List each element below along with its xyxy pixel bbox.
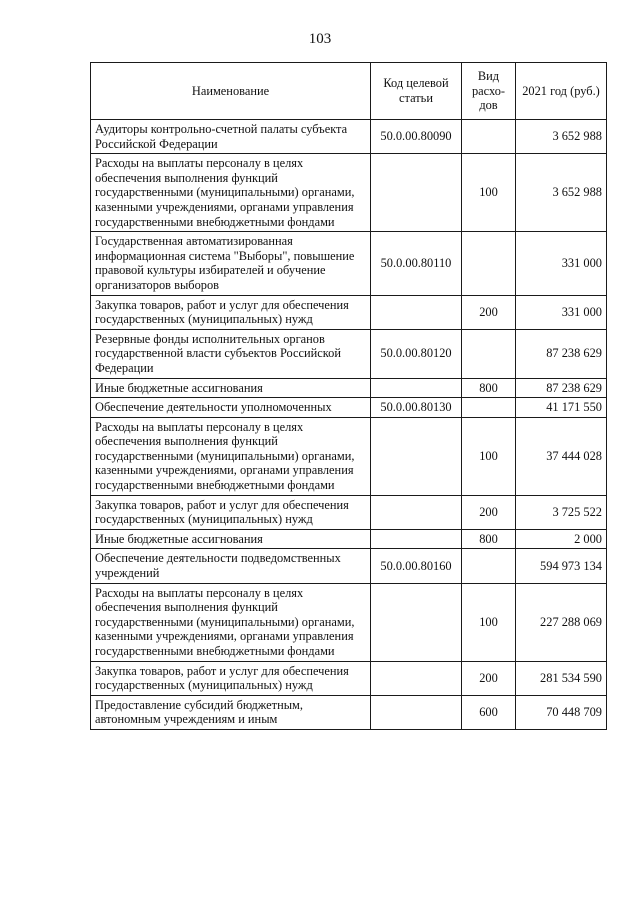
- row-name: Закупка товаров, работ и услуг для обеспечения государственных (муниципальных) нужд: [91, 495, 371, 529]
- table-row: [91, 232, 607, 295]
- row-code: [371, 661, 462, 695]
- row-name: Расходы на выплаты персоналу в целях обеспечения выполнения функций государственными (муниципальными) органами, казенными учреждениями, органами управления государственными внебюджетными фондами: [91, 154, 371, 232]
- row-amount: 70 448 709: [516, 695, 607, 729]
- row-kind: 800: [462, 529, 516, 549]
- table-row: [91, 378, 607, 398]
- row-kind: 600: [462, 695, 516, 729]
- row-amount: 331 000: [516, 295, 607, 329]
- row-name: Обеспечение деятельности уполномоченных: [91, 398, 371, 418]
- row-amount: 87 238 629: [516, 378, 607, 398]
- table-row: [91, 398, 607, 418]
- row-code: [371, 583, 462, 661]
- page-number: 103: [308, 31, 332, 47]
- table-row: [91, 529, 607, 549]
- row-kind: 200: [462, 295, 516, 329]
- table-row: [91, 154, 607, 232]
- row-code: 50.0.00.80120: [371, 329, 462, 378]
- row-code: 50.0.00.80160: [371, 549, 462, 583]
- table-row: [91, 549, 607, 583]
- row-amount: 594 973 134: [516, 549, 607, 583]
- row-code: 50.0.00.80110: [371, 232, 462, 295]
- row-kind: [462, 549, 516, 583]
- row-amount: 87 238 629: [516, 329, 607, 378]
- table-row: [91, 583, 607, 661]
- row-code: [371, 529, 462, 549]
- header-amount: 2021 год (руб.): [516, 63, 607, 120]
- row-kind: [462, 329, 516, 378]
- table-body: [91, 120, 607, 730]
- row-amount: 227 288 069: [516, 583, 607, 661]
- row-kind: 200: [462, 661, 516, 695]
- table-row: [91, 495, 607, 529]
- row-name: Закупка товаров, работ и услуг для обеспечения государственных (муниципальных) нужд: [91, 661, 371, 695]
- budget-table: [90, 62, 607, 730]
- row-name: Государственная автоматизированная информационная система "Выборы", повышение правовой культуры избирателей и обучение организаторов выборов: [91, 232, 371, 295]
- row-amount: 37 444 028: [516, 417, 607, 495]
- row-name: Закупка товаров, работ и услуг для обеспечения государственных (муниципальных) нужд: [91, 295, 371, 329]
- row-kind: [462, 120, 516, 154]
- row-kind: [462, 232, 516, 295]
- row-amount: 281 534 590: [516, 661, 607, 695]
- row-amount: 2 000: [516, 529, 607, 549]
- table-header: [91, 63, 607, 120]
- table-row: [91, 120, 607, 154]
- row-code: [371, 295, 462, 329]
- header-code: Код целевой статьи: [371, 63, 462, 120]
- row-code: [371, 378, 462, 398]
- row-amount: 3 652 988: [516, 154, 607, 232]
- row-name: Иные бюджетные ассигнования: [91, 529, 371, 549]
- header-kind: Вид расхо-дов: [462, 63, 516, 120]
- table-row: [91, 695, 607, 729]
- row-kind: 800: [462, 378, 516, 398]
- row-code: [371, 154, 462, 232]
- row-name: Обеспечение деятельности подведомственных учреждений: [91, 549, 371, 583]
- row-kind: 100: [462, 583, 516, 661]
- row-kind: 100: [462, 417, 516, 495]
- row-name: Предоставление субсидий бюджетным, автономным учреждениям и иным: [91, 695, 371, 729]
- table-row: [91, 417, 607, 495]
- row-amount: 3 725 522: [516, 495, 607, 529]
- table-row: [91, 295, 607, 329]
- header-name: Наименование: [91, 63, 371, 120]
- row-amount: 41 171 550: [516, 398, 607, 418]
- table-row: [91, 329, 607, 378]
- row-name: Расходы на выплаты персоналу в целях обеспечения выполнения функций государственными (муниципальными) органами, казенными учреждениями, органами управления государственными внебюджетными фондами: [91, 417, 371, 495]
- row-code: 50.0.00.80090: [371, 120, 462, 154]
- row-name: Аудиторы контрольно-счетной палаты субъекта Российской Федерации: [91, 120, 371, 154]
- row-kind: 200: [462, 495, 516, 529]
- row-amount: 331 000: [516, 232, 607, 295]
- header-row: [91, 63, 607, 120]
- row-kind: [462, 398, 516, 418]
- row-amount: 3 652 988: [516, 120, 607, 154]
- table-row: [91, 661, 607, 695]
- row-name: Иные бюджетные ассигнования: [91, 378, 371, 398]
- row-kind: 100: [462, 154, 516, 232]
- row-name: Резервные фонды исполнительных органов государственной власти субъектов Российской Федерации: [91, 329, 371, 378]
- row-code: [371, 695, 462, 729]
- row-code: [371, 417, 462, 495]
- row-name: Расходы на выплаты персоналу в целях обеспечения выполнения функций государственными (муниципальными) органами, казенными учреждениями, органами управления государственными внебюджетными фондами: [91, 583, 371, 661]
- row-code: 50.0.00.80130: [371, 398, 462, 418]
- row-code: [371, 495, 462, 529]
